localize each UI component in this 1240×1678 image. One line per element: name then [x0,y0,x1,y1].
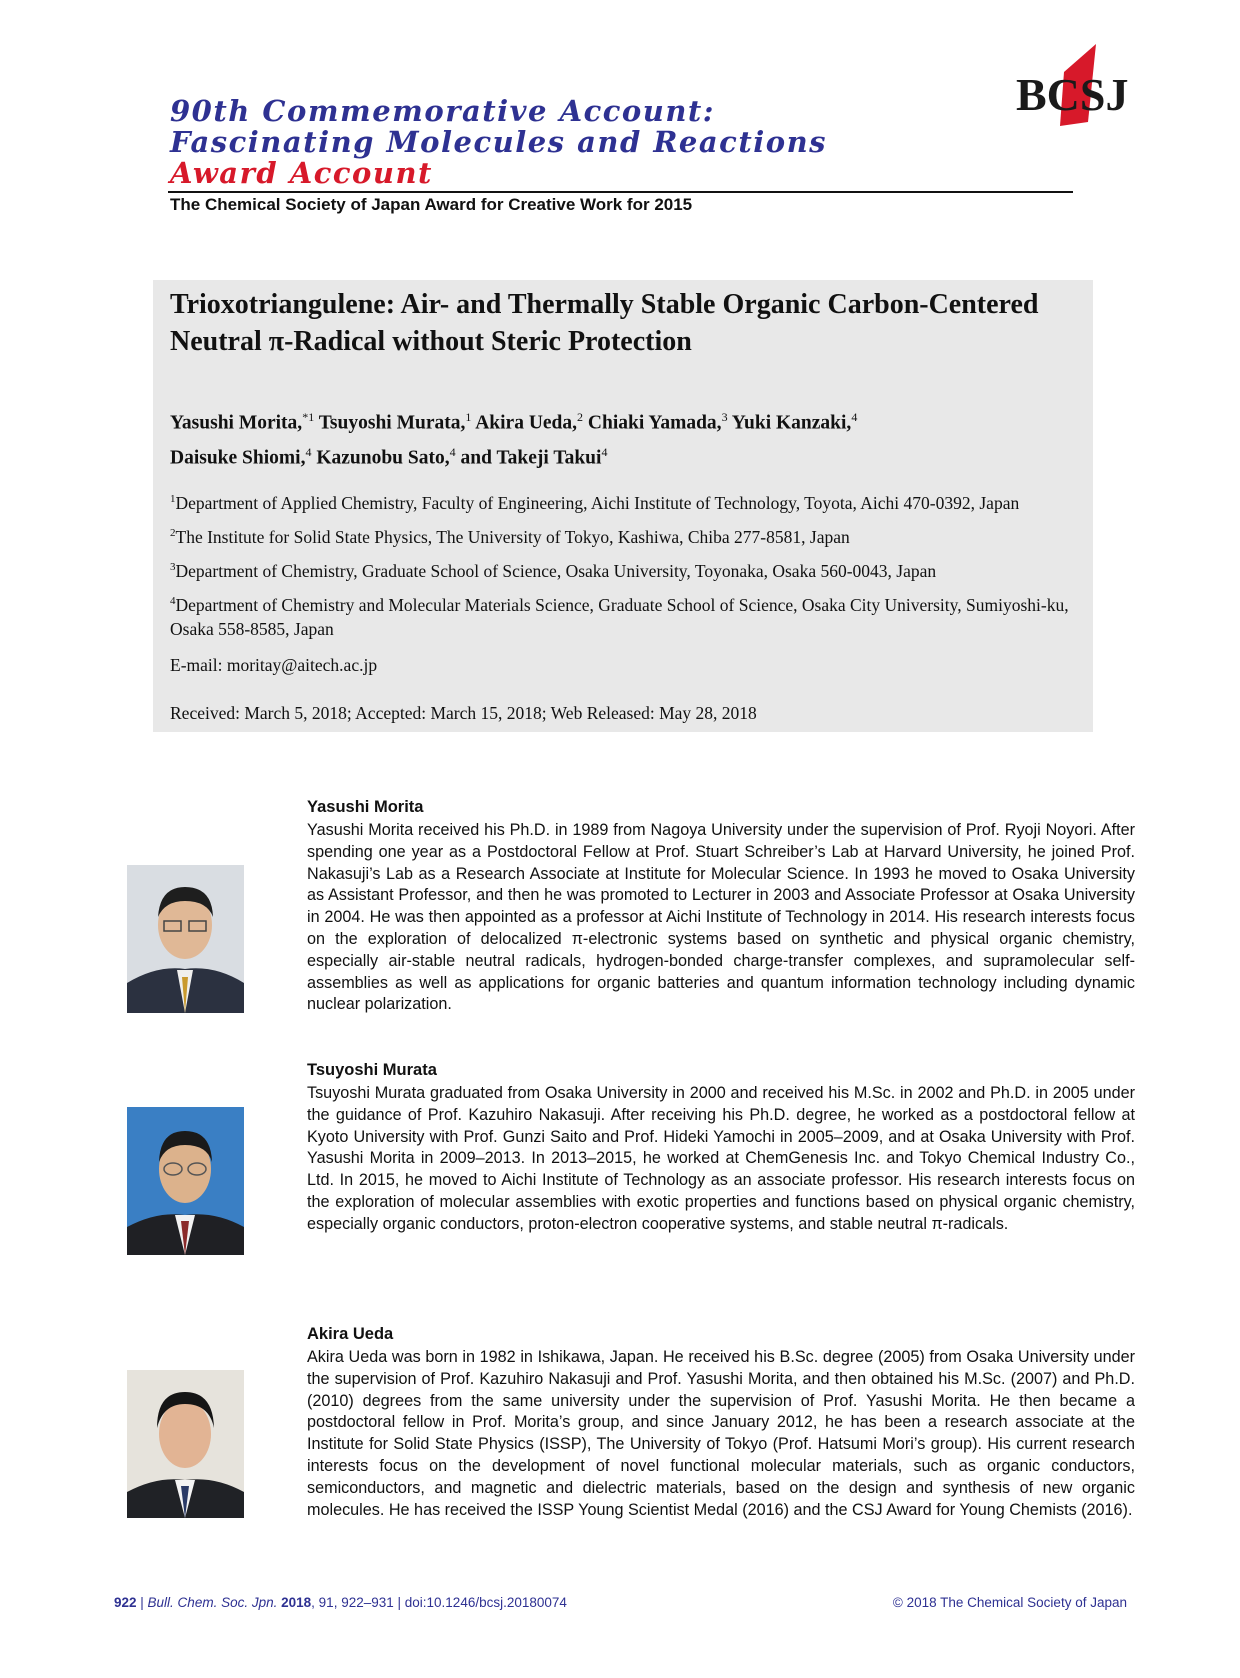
affiliation-4 [170,589,1080,641]
bio-text: Akira Ueda was born in 1982 in Ishikawa, Japan. He received his B.Sc. degree (2005) from Osaka University under the supervision of Prof. Kazuhiro Nakasuji and Prof. Yasushi Morita, and then obtained his M.Sc. (2007) and Ph.D. (2010) degrees from the same university under the supervision of Prof. Yasushi Morita. He then became a postdoctoral fellow in Prof. Morita’s group, and since January 2012, he has been a research associate at the Institute for Solid State Physics (ISSP), The University of Tokyo (Prof. Hatsumi Mori’s group). His current research interests focus on the development of novel functional molecular materials, such as organic conductors, semiconductors, and magnetic and dielectric materials, based on the design and synthesis of new organic molecules. He has received the ISSP Young Scientist Medal (2016) and the CSJ Award for Young Chemists (2016). [307,1348,1135,1519]
author-line-1 [170,403,1080,438]
author-line-2 [170,438,1080,473]
affiliation-3 [170,555,1080,583]
author-affil-mark: *1 [302,410,315,424]
bio-text: Yasushi Morita received his Ph.D. in 1989 from Nagoya University under the supervision of Prof. Ryoji Noyori. After spending one year as a Postdoctoral Fellow at Prof. Stuart Schreiber’s Lab at Harvard University, he joined Prof. Nakasuji’s Lab as a Research Associate at Institute for Molecular Science. In 1993 he moved to Osaka University as Assistant Professor, and then he was promoted to Lecturer in 2003 and Associate Professor at Osaka University in 2004. He was then appointed as a professor at Aichi Institute of Technology in 2014. His research interests focus on the exploration of delocalized π-electronic systems based on synthetic and physical organic chemistry, especially air-stable neutral radicals, hydrogen-bonded charge-transfer complexes, and supramolecular self-assemblies as well as applications for organic batteries and quantum information technology including dynamic nuclear polarization. [307,821,1135,1014]
affiliation-2 [170,521,1080,549]
author-photo-morita [127,865,244,1013]
paper-title [170,286,1080,360]
affiliation-text: Department of Chemistry and Molecular Materials Science, Graduate School of Science, Osaka City University, Sumiyoshi-ku, Osaka 558-8585, Japan [170,594,1069,639]
received-dates: Received: March 5, 2018; Accepted: March 15, 2018; Web Released: May 28, 2018 [170,703,757,723]
footer-separator: | [136,1595,148,1610]
footer-separator: | [393,1595,405,1610]
author-name: Yuki Kanzaki, [731,412,852,434]
author-name: Chiaki Yamada, [587,412,722,434]
affiliation-mark: 3 [170,561,176,573]
author-affil-mark: 1 [465,410,472,424]
author-name: Akira Ueda, [475,412,578,434]
affiliation-mark: 2 [170,527,176,539]
logo-text: BCSJ [1016,69,1129,120]
series-heading [170,96,827,189]
author-affil-mark: 4 [449,444,456,459]
bio-text: Tsuyoshi Murata graduated from Osaka University in 2000 and received his M.Sc. in 2002 and Ph.D. in 2005 under the guidance of Prof. Kazuhiro Nakasuji. After receiving his Ph.D. degree, he worked as a postdoctoral fellow at Kyoto University with Prof. Gunzi Saito and Prof. Hideki Yamochi in 2005–2009, and at Osaka University with Prof. Yasushi Morita in 2009–2013. In 2013–2015, he worked at ChemGenesis Inc. and Tokyo Chemical Industry Co., Ltd. In 2015, he moved to Aichi Institute of Technology as an associate professor. His research interests focus on the exploration of molecular assemblies with exotic properties and functions based on physical organic chemistry, especially organic conductors, proton-electron cooperative systems, and stable neutral π-radicals. [307,1084,1135,1233]
author-name: and Takeji Takui [460,447,602,468]
journal-name: Bull. Chem. Soc. Jpn. [147,1595,278,1610]
header-rule [168,191,1073,193]
author-name: Daisuke Shiomi, [170,447,306,468]
affiliation-1 [170,487,1080,515]
author-list [170,403,1080,472]
corresponding-email: E-mail: moritay@aitech.ac.jp [170,655,378,675]
author-name: Kazunobu Sato, [316,447,450,468]
doi-link[interactable]: doi:10.1246/bcsj.20180074 [404,1595,567,1610]
bio-name: Yasushi Morita [307,798,424,816]
paper-title-line-1: Trioxotriangulene: Air- and Thermally Stable Organic Carbon-Centered [170,289,1039,320]
author-affil-mark: 4 [851,410,858,424]
author-photo-ueda [127,1370,244,1518]
affiliation-text: Department of Applied Chemistry, Faculty of Engineering, Aichi Institute of Technology, Toyota, Aichi 470-0392, Japan [175,492,1020,513]
author-photo-murata [127,1107,244,1255]
bio-name: Tsuyoshi Murata [307,1061,437,1079]
author-name: Yasushi Morita, [170,412,303,434]
bcsj-logo [1016,44,1136,128]
author-affil-mark: 4 [305,444,312,459]
series-line-3: Award Account [170,156,433,190]
author-name: Tsuyoshi Murata, [318,412,466,434]
journal-year: 2018 [281,1595,312,1610]
author-affil-mark: 3 [721,410,728,424]
award-title: The Chemical Society of Japan Award for Creative Work for 2015 [170,195,693,214]
affiliation-mark: 4 [170,595,176,607]
affiliation-mark: 1 [170,493,176,505]
affiliation-text: Department of Chemistry, Graduate School of Science, Osaka University, Toyonaka, Osaka 560-0043, Japan [175,560,937,581]
series-line-1: 90th Commemorative Account: [170,94,716,128]
footer-copyright: © 2018 The Chemical Society of Japan [892,1595,1127,1610]
series-line-2: Fascinating Molecules and Reactions [170,125,827,159]
page-number: 922 [114,1595,137,1610]
bio-name: Akira Ueda [307,1325,394,1343]
author-affil-mark: 4 [601,444,608,459]
paper-title-line-2: Neutral π-Radical without Steric Protection [170,326,692,357]
author-affil-mark: 2 [577,410,584,424]
footer-citation [114,1595,567,1610]
volume-pages: , 91, 922–931 [311,1595,394,1610]
affiliation-text: The Institute for Solid State Physics, The University of Tokyo, Kashiwa, Chiba 277-8581, Japan [175,526,850,547]
